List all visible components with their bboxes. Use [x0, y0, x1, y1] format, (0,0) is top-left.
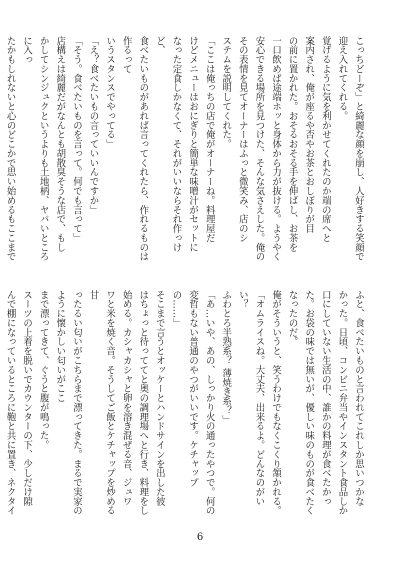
text-line: ふわとろ半熟系？ 薄焼き系？」	[220, 290, 232, 425]
text-line: 一口飲めば途端ホッと身体から力が抜ける。ようやく	[270, 36, 282, 262]
text-line: の前に置かれた。おそるおそる手を伸ばし、お茶を	[286, 36, 298, 252]
text-line: まで漂ってきて、ぐうと腹が鳴った。	[37, 290, 49, 450]
text-line: スーツの上着を脱いでカウンターの下、少しだけ隙	[21, 290, 33, 506]
text-line: そこまで言うとオッケーとハンドサインを出した彼	[153, 290, 165, 506]
text-line: 「え？食べたいもの言っていいんですか」	[87, 36, 99, 215]
text-line: かしてシンジュクというよりも土地柄、ヤバいところに入っ	[21, 36, 49, 262]
text-line: 覚げるように気を利かせてくれたのか端の席へと	[319, 36, 331, 243]
text-line: 俺がそういうと、笑うわけでもなくこくり頷かれる。	[270, 290, 282, 516]
upper-text-block	[4, 36, 366, 262]
text-line: 迎え入れてくれる。	[336, 36, 348, 121]
text-line: た。お袋の味では無いが、優しい味のものが食べたく	[303, 290, 315, 516]
text-line: 店構えは綺麗だがなんとも胡散臭そうな店で、もし	[54, 36, 66, 252]
text-line: 口にしていない生活の中、誰かの料理が食べたかっ	[319, 290, 331, 506]
text-line: なったのだ。	[286, 290, 298, 347]
text-line: こっちどーぞ」と綺麗な顔を崩し、人好きする笑顔で	[353, 36, 364, 262]
text-line: 食べたいものがあれば言ってくれたら、作れるものは作るって	[120, 36, 149, 262]
text-line: 変哲もない普通のやつがいいです。ケチャップの……」	[170, 290, 199, 488]
text-line: いうスタンスでやってる」	[104, 36, 116, 149]
text-line: はちょっと待っててと奥の調理場へと行き、料理をし	[137, 290, 149, 516]
text-line: 安心できる場所を見つけた、そんな気さえした。俺の	[253, 36, 265, 262]
text-line: ステムを説明してくれた。	[220, 36, 232, 149]
page-number: 6	[196, 532, 204, 543]
text-line	[0, 36, 1, 262]
text-line: 「そう。食べたいものを言って。何でも言って」	[70, 36, 82, 243]
text-line	[0, 290, 1, 518]
text-line: 始める。カシャカシャと卵を溶き混ぜる音、ジュワ	[120, 290, 132, 506]
text-line: 「オムライスね。大丈夫、出来るよ。どんなのがいい？	[236, 290, 265, 506]
text-line: ったるい匂いがこちらまで漂ってきた。まるで実家のように懐かしい匂いがここ	[54, 290, 82, 516]
text-line: かった。日頃、コンビニ弁当やインスタント食品しか	[336, 290, 348, 516]
text-line: ワと米を焼く音。そうしてご飯とケチャップを炒める甘	[87, 290, 116, 516]
text-line: 「ここは俺っちの店で俺がオーナーね。料理屋だ	[203, 36, 215, 243]
text-line: 案内され、俺が座るや否やお茶とおしぼりが目	[303, 36, 315, 234]
text-line: なった定食しかなくて、それがいいならそれ作っけど、	[153, 36, 182, 252]
lower-text-block	[4, 290, 366, 518]
text-line: けどメニューはおにぎりと簡単な味噌汁がセットに	[187, 36, 199, 252]
text-line: 「あ…いや、あの、しっかり火の通ったやつで。何の	[203, 290, 215, 516]
text-line: その表情を見てオーナーはふっと微笑み、店のシ	[236, 36, 248, 243]
text-line: ふと、食べたいものと言われてこれしか思いつかな	[353, 290, 364, 506]
text-line: たかもしれないと心のどこかで思い始めるもここまで	[4, 36, 16, 262]
text-line: んで棚になっているところに鞄と共に置き、ネクタイ	[4, 290, 16, 516]
